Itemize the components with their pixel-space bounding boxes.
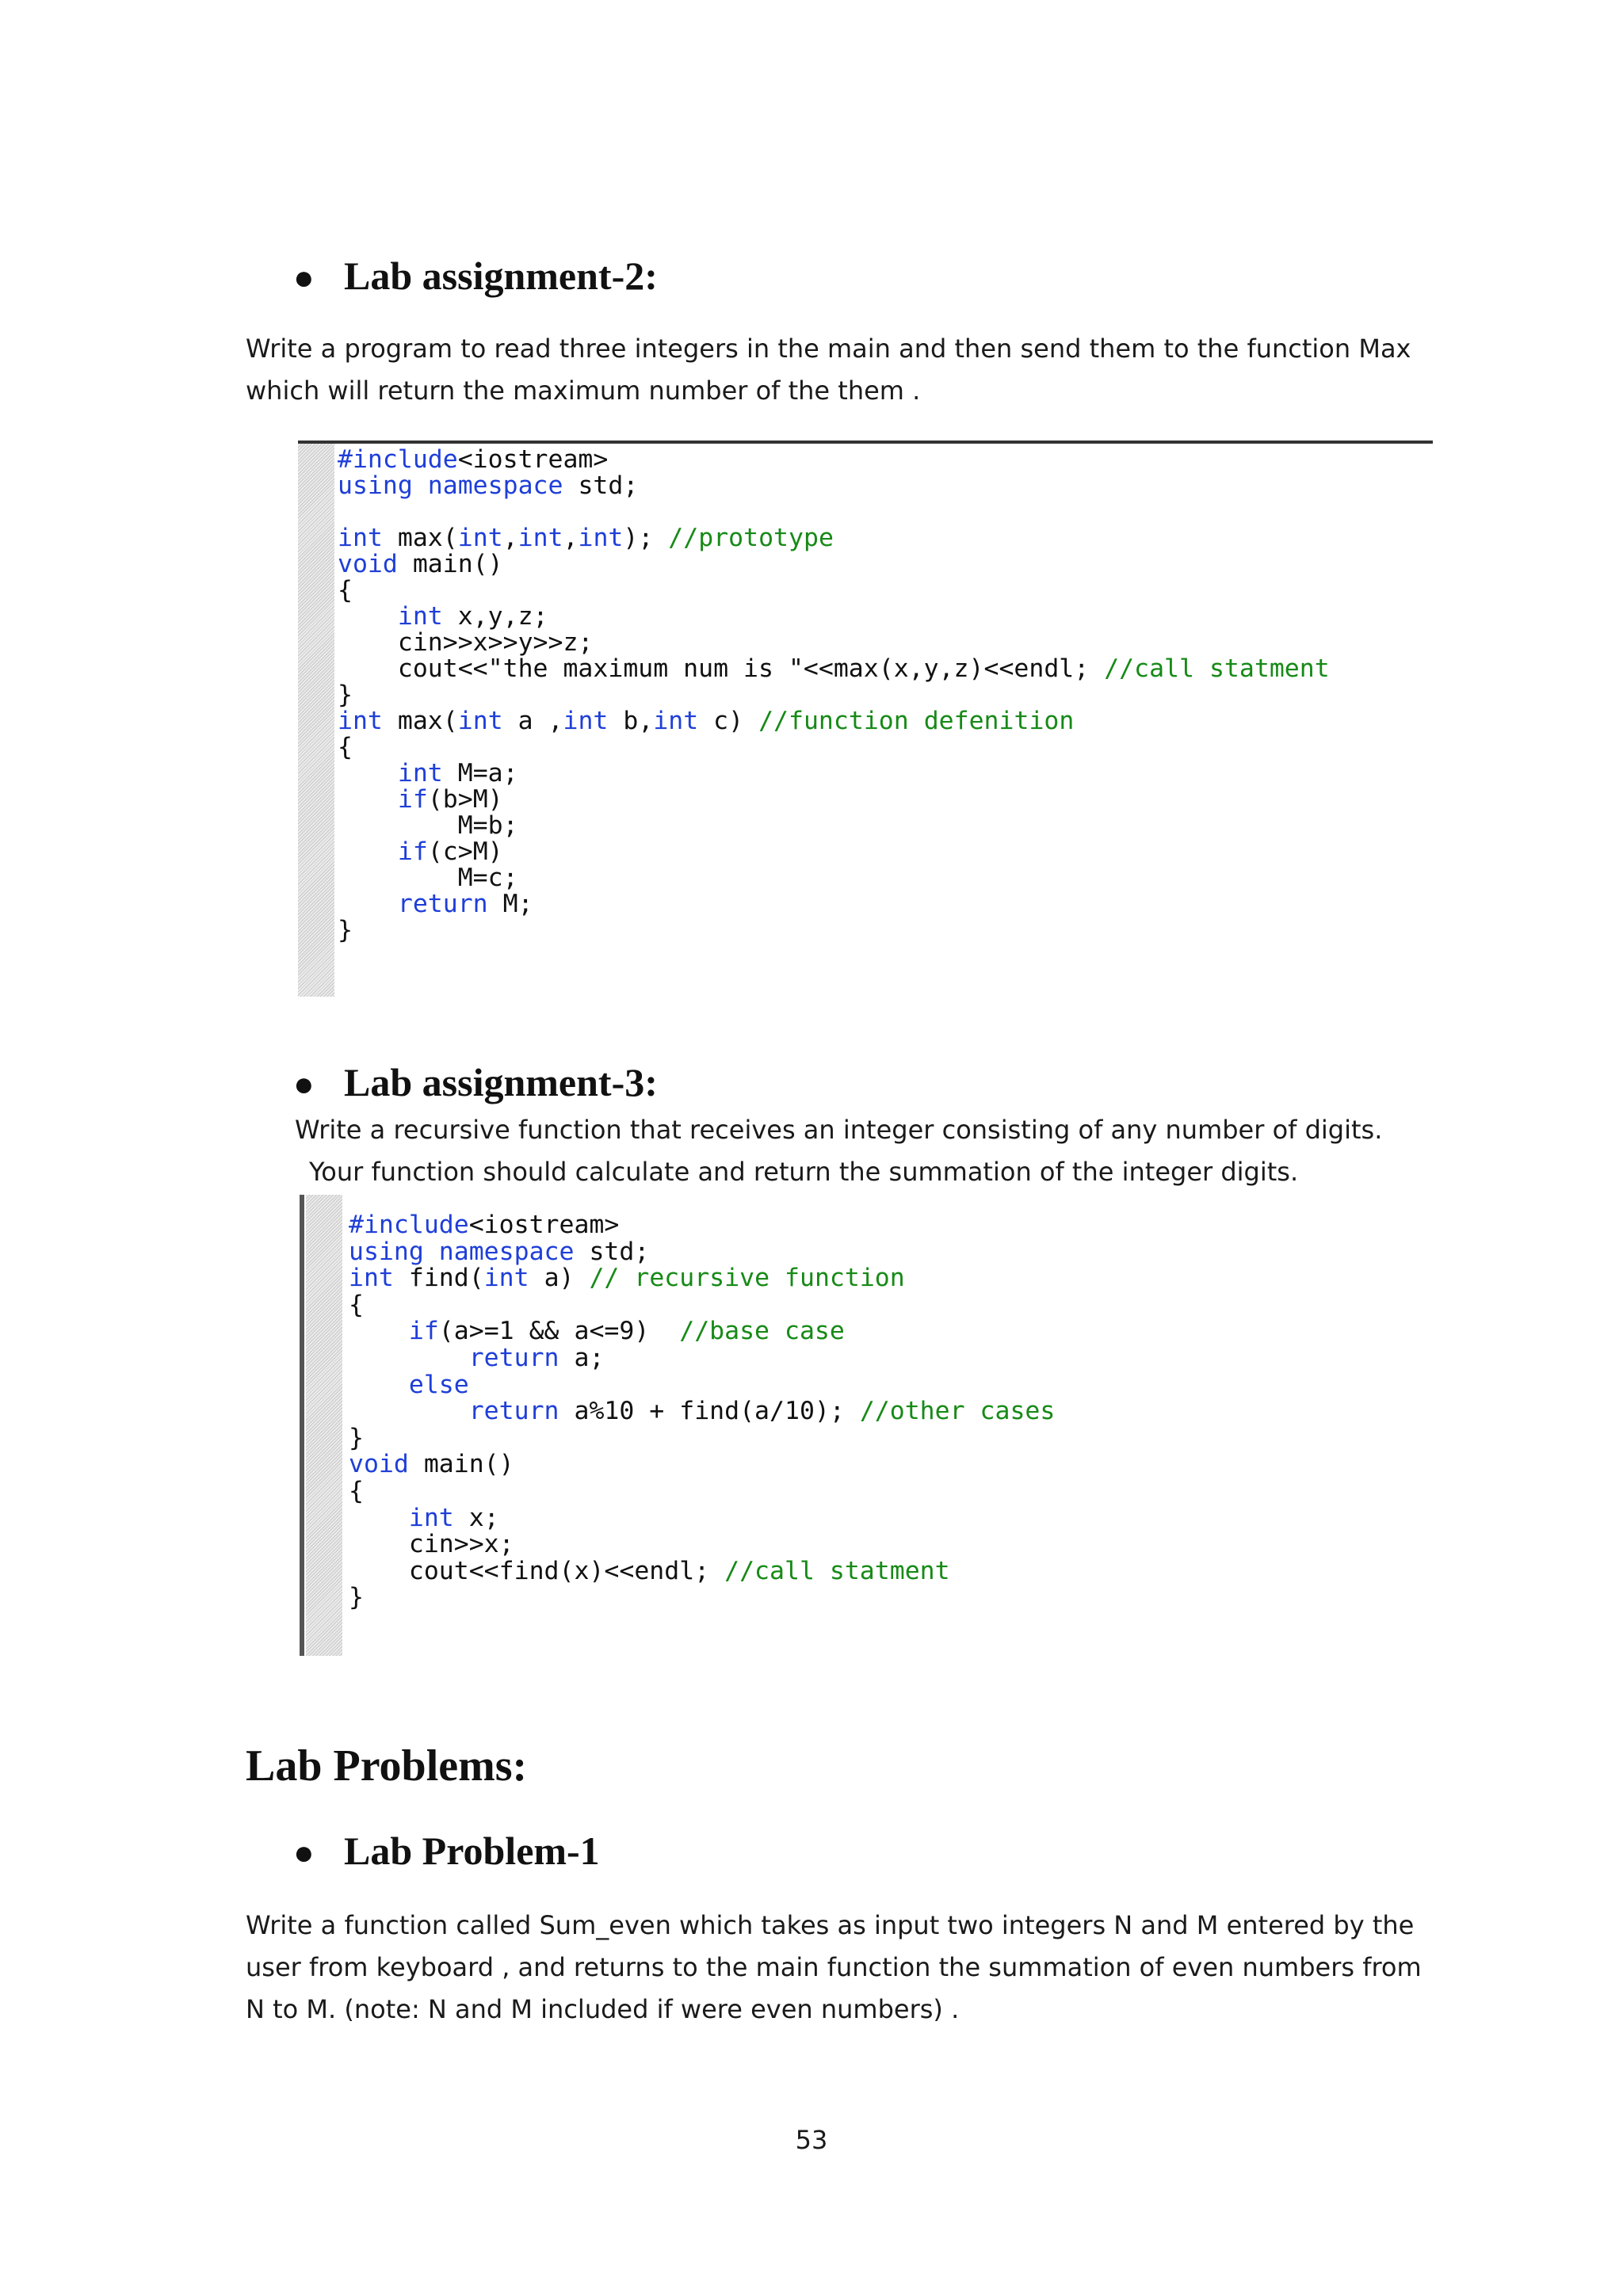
code-text: a%10 + find(a/10); (559, 1397, 860, 1426)
code-text: } (349, 1423, 364, 1452)
problem1-heading-text: Lab Problem-1 (344, 1829, 600, 1873)
code-comment: //call statment (1104, 654, 1330, 683)
code-text: cout<<"the maximum num is "<<max(x,y,z)<<endl; (338, 654, 1105, 683)
code-comment: //call statment (724, 1556, 950, 1585)
description-line: Write a function called Sum_even which takes as input two integers N and M entered by the (246, 1910, 1415, 1940)
problem1-description (246, 1905, 1422, 2031)
code-text: std; (574, 1237, 650, 1266)
code-line (349, 1558, 1055, 1585)
code-text (349, 1504, 409, 1532)
code-line (349, 1505, 1055, 1532)
code-line (349, 1239, 1055, 1266)
code-text: main() (397, 550, 503, 578)
bullet-icon: ● (293, 258, 315, 297)
bullet-icon: ● (293, 1065, 315, 1104)
code-keyword: else (408, 1370, 469, 1399)
code-keyword: #include (338, 445, 458, 474)
code-line (338, 813, 1330, 839)
code-text: a , (502, 707, 563, 735)
code-text (349, 1371, 409, 1399)
code-comment: //function defenition (758, 707, 1075, 735)
code-comment: // recursive function (589, 1264, 905, 1293)
code-line (338, 578, 1330, 604)
code-keyword: int (483, 1264, 529, 1293)
code-text: x; (453, 1503, 499, 1532)
code-line (338, 682, 1330, 708)
code-keyword: int (397, 759, 443, 788)
code-line (338, 708, 1330, 734)
code-text: { (349, 1290, 364, 1319)
code-keyword: return (397, 890, 488, 918)
code-line (338, 551, 1330, 578)
code-line (338, 865, 1330, 891)
page-number: 53 (795, 2125, 828, 2155)
code-keyword: int (653, 707, 699, 735)
code-line (338, 761, 1330, 787)
code-text: M=c; (338, 864, 518, 892)
code-line (349, 1451, 1055, 1478)
code-keyword: int (338, 524, 383, 552)
code-keyword: if (397, 837, 428, 866)
code-line (349, 1398, 1055, 1425)
code-keyword: int (517, 524, 563, 552)
bullet-icon: ● (293, 1833, 315, 1872)
code-line (349, 1212, 1055, 1239)
code-text: b, (608, 707, 654, 735)
code-line (338, 604, 1330, 630)
code-text: , (502, 524, 518, 552)
code-line (349, 1345, 1055, 1372)
code-window-border (300, 1195, 304, 1656)
assignment2-description (246, 328, 1411, 412)
code-line (338, 734, 1330, 761)
code-keyword: using namespace (349, 1237, 575, 1266)
code-keyword: void (338, 550, 398, 578)
code-text (338, 759, 398, 788)
code-keyword: if (408, 1317, 439, 1346)
assignment2-heading-text: Lab assignment-2: (344, 254, 658, 298)
assignment3-description (295, 1109, 1382, 1193)
code-text: cin>>x>>y>>z; (338, 628, 594, 657)
code-keyword: int (563, 707, 609, 735)
description-line: user from keyboard , and returns to the main function the summation of even numbers from (246, 1952, 1422, 1982)
description-line: Write a program to read three integers in the main and then send them to the function Max (246, 334, 1411, 364)
code-text: a) (529, 1264, 590, 1293)
code-comment: //prototype (668, 524, 834, 552)
code-keyword: int (457, 524, 503, 552)
code-keyword: int (397, 602, 443, 631)
code-text: max( (382, 707, 458, 735)
description-line: Your function should calculate and return the summation of the integer digits. (309, 1157, 1299, 1187)
code-text: } (338, 681, 353, 709)
code-line (338, 891, 1330, 917)
code-line (349, 1531, 1055, 1558)
description-line: which will return the maximum number of the them . (246, 376, 921, 406)
code-keyword: using namespace (338, 471, 563, 500)
code-text: , (563, 524, 579, 552)
code-text: ); (623, 524, 669, 552)
assignment2-code-screenshot (298, 441, 1433, 997)
code-line (349, 1318, 1055, 1345)
assignment2-code (338, 447, 1330, 944)
code-text: (b>M) (427, 785, 503, 814)
code-text (349, 1317, 409, 1345)
code-gutter (306, 1195, 342, 1656)
code-text (338, 837, 398, 866)
code-line (349, 1425, 1055, 1452)
code-line (338, 447, 1330, 473)
code-text: } (349, 1583, 364, 1612)
code-text: <iostream> (457, 445, 609, 474)
code-keyword: int (408, 1503, 454, 1532)
code-keyword: if (397, 785, 428, 814)
code-text: { (349, 1476, 364, 1505)
description-line: N to M. (note: N and M included if were even numbers) . (246, 1994, 960, 2024)
code-text: cin>>x; (349, 1530, 514, 1559)
code-text: cout<<find(x)<<endl; (349, 1556, 725, 1585)
code-line (349, 1478, 1055, 1505)
assignment3-heading (293, 1058, 658, 1108)
code-line (338, 525, 1330, 551)
code-line (349, 1372, 1055, 1399)
code-line (349, 1585, 1055, 1611)
code-line (349, 1265, 1055, 1292)
code-keyword: int (349, 1264, 394, 1293)
code-keyword: return (468, 1343, 559, 1372)
assignment3-code-screenshot (298, 1195, 1056, 1656)
code-text: (a>=1 && a<=9) (438, 1317, 680, 1346)
code-line (349, 1292, 1055, 1319)
code-keyword: void (349, 1450, 409, 1479)
code-line (338, 630, 1330, 656)
problem1-heading (293, 1827, 600, 1877)
assignment2-heading (293, 252, 658, 302)
code-keyword: int (578, 524, 624, 552)
code-line (338, 499, 1330, 525)
code-text (349, 1397, 469, 1425)
code-window-border (298, 441, 1433, 444)
assignment3-heading-text: Lab assignment-3: (344, 1060, 658, 1104)
assignment3-code (349, 1212, 1055, 1611)
code-text (349, 1344, 469, 1372)
code-line (338, 656, 1330, 682)
code-text: (c>M) (427, 837, 503, 866)
code-line (338, 839, 1330, 865)
description-line: Write a recursive function that receives an integer consisting of any number of digits. (295, 1115, 1383, 1145)
lab-problems-title: Lab Problems: (246, 1741, 528, 1791)
code-line (338, 473, 1330, 499)
code-text: M; (487, 890, 533, 918)
code-text: M=b; (338, 811, 518, 840)
code-gutter (298, 444, 334, 997)
code-text: std; (563, 471, 639, 500)
code-text (338, 785, 398, 814)
code-keyword: return (468, 1397, 559, 1426)
code-text: { (338, 733, 353, 761)
code-keyword: int (457, 707, 503, 735)
code-text: { (338, 576, 353, 605)
code-keyword: int (338, 707, 383, 735)
code-text: } (338, 916, 353, 944)
code-text: <iostream> (468, 1211, 620, 1239)
code-text: M=a; (442, 759, 518, 788)
code-text: find( (393, 1264, 484, 1293)
code-line (338, 787, 1330, 813)
code-text: max( (382, 524, 458, 552)
code-comment: //other cases (859, 1397, 1056, 1426)
code-comment: //base case (679, 1317, 845, 1346)
code-text: x,y,z; (442, 602, 548, 631)
code-line (338, 917, 1330, 944)
code-text: c) (698, 707, 759, 735)
code-text: main() (408, 1450, 514, 1479)
code-text (338, 602, 398, 631)
code-keyword: #include (349, 1211, 469, 1239)
code-text (338, 890, 398, 918)
code-text: a; (559, 1343, 605, 1372)
